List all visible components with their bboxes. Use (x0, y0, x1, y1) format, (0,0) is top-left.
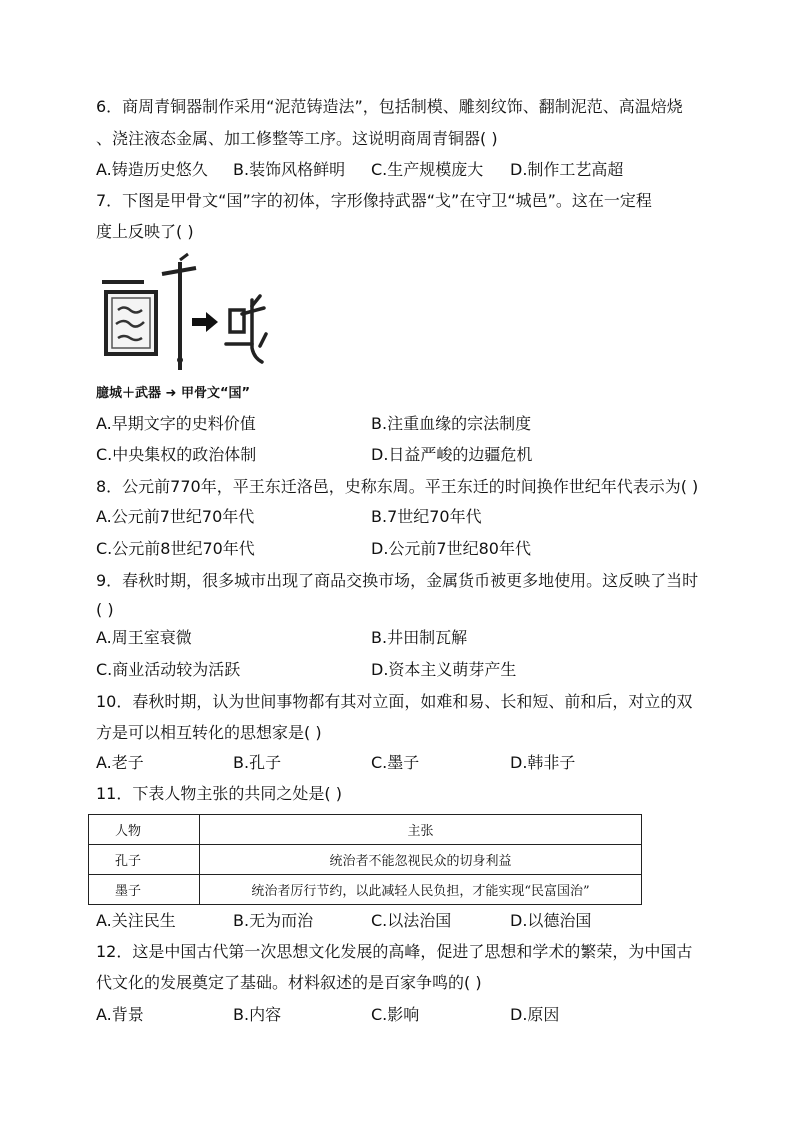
table-row (89, 845, 642, 875)
oracle-bone-guo-figure (96, 252, 286, 402)
question-10-stem-line-1: 10．春秋时期，认为世间事物都有其对立面，如难和易、长和短、前和后，对立的双 (96, 692, 693, 711)
q9-option-d: D.资本主义萌芽产生 (371, 660, 517, 679)
q10-option-b: B.孔子 (233, 753, 282, 772)
question-8-stem: 8．公元前770年，平王东迁洛邑，史称东周。平王东迁的时间换作世纪年代表示为( ) (96, 477, 699, 496)
q9-option-c: C.商业活动较为活跃 (96, 660, 241, 679)
q11-table (88, 814, 642, 905)
q9-option-b: B.井田制瓦解 (371, 628, 468, 647)
q7-option-c: C.中央集权的政治体制 (96, 445, 257, 464)
question-10-stem-line-2: 方是可以相互转化的思想家是( ) (96, 723, 322, 742)
question-7-stem-line-2: 度上反映了( ) (96, 222, 194, 241)
table-header-person: 人物 (89, 815, 200, 845)
question-11-stem: 11．下表人物主张的共同之处是( ) (96, 784, 342, 803)
question-6-stem-line-2: 、浇注液态金属、加工修整等工序。这说明商周青铜器( ) (96, 129, 498, 148)
walled-city-drawing (106, 292, 156, 354)
q8-option-d: D.公元前7世纪80年代 (371, 539, 531, 558)
table-cell-claim: 统治者不能忽视民众的切身利益 (200, 845, 642, 875)
table-cell-person: 墨子 (89, 875, 200, 905)
table-header-claim: 主张 (200, 815, 642, 845)
q7-option-d: D.日益严峻的边疆危机 (371, 445, 533, 464)
ge-weapon-drawing (162, 254, 196, 370)
q8-option-a: A.公元前7世纪70年代 (96, 507, 255, 526)
q10-option-a: A.老子 (96, 753, 144, 772)
q10-option-c: C.墨子 (371, 753, 420, 772)
figure-caption: 臆城＋武器 ➜ 甲骨文“国” (96, 386, 251, 401)
oracle-guo-glyph (226, 296, 266, 362)
question-9-stem-line-2: ( ) (96, 600, 114, 619)
q10-option-d: D.韩非子 (510, 753, 576, 772)
q7-option-b: B.注重血缘的宗法制度 (371, 414, 532, 433)
q6-option-c: C.生产规模庞大 (371, 160, 484, 179)
table-header-row (89, 815, 642, 845)
question-12-stem-line-1: 12．这是中国古代第一次思想文化发展的高峰，促进了思想和学术的繁荣，为中国古 (96, 942, 693, 961)
arrow-icon (192, 312, 218, 332)
q9-option-a: A.周王室衰微 (96, 628, 192, 647)
q6-option-b: B.装饰风格鲜明 (233, 160, 346, 179)
q12-option-d: D.原因 (510, 1005, 560, 1024)
question-12-stem-line-2: 代文化的发展奠定了基础。材料叙述的是百家争鸣的( ) (96, 973, 482, 992)
q6-option-d: D.制作工艺高超 (510, 160, 624, 179)
q11-option-d: D.以德治国 (510, 911, 592, 930)
oracle-bone-illustration (96, 252, 286, 402)
q12-option-b: B.内容 (233, 1005, 282, 1024)
q8-option-c: C.公元前8世纪70年代 (96, 539, 255, 558)
table-cell-claim: 统治者厉行节约，以此减轻人民负担，才能实现“民富国治” (200, 875, 642, 905)
table-cell-person: 孔子 (89, 845, 200, 875)
table-row (89, 875, 642, 905)
question-6-stem-line-1: 6．商周青铜器制作采用“泥范铸造法”，包括制模、雕刻纹饰、翻制泥范、高温焙烧 (96, 97, 683, 116)
q6-option-a: A.铸造历史悠久 (96, 160, 208, 179)
question-9-stem-line-1: 9．春秋时期，很多城市出现了商品交换市场，金属货币被更多地使用。这反映了当时 (96, 571, 699, 590)
q7-option-a: A.早期文字的史料价值 (96, 414, 256, 433)
q8-option-b: B.7世纪70年代 (371, 507, 482, 526)
question-7-stem-line-1: 7．下图是甲骨文“国”字的初体，字形像持武器“戈”在守卫“城邑”。这在一定程 (96, 191, 652, 210)
q12-option-c: C.影响 (371, 1005, 420, 1024)
q11-option-b: B.无为而治 (233, 911, 314, 930)
q11-option-c: C.以法治国 (371, 911, 452, 930)
q11-option-a: A.关注民生 (96, 911, 176, 930)
q12-option-a: A.背景 (96, 1005, 144, 1024)
